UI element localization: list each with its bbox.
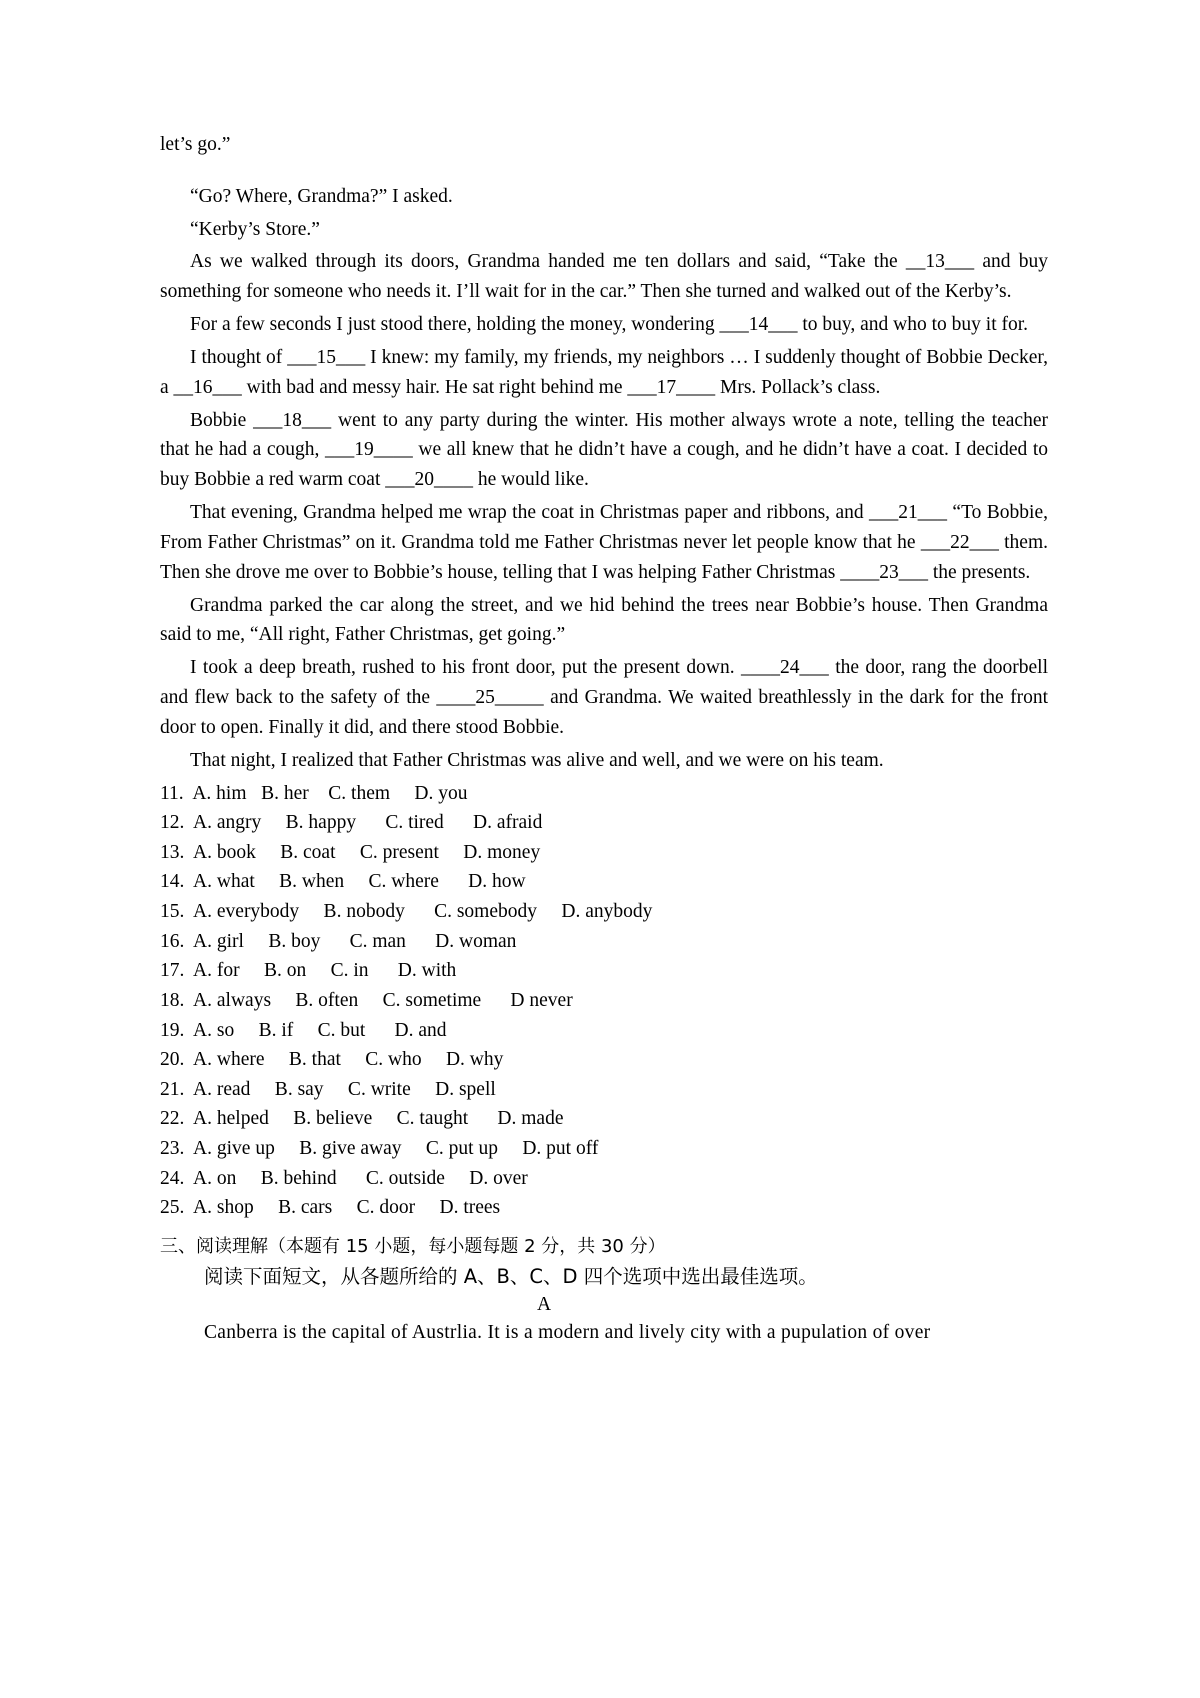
- question-option-25: 25. A. shop B. cars C. door D. trees: [160, 1197, 501, 1219]
- paragraph-8: Grandma parked the car along the street, and we hid behind the trees near Bobbie’s house. Then Grandma said to me, “All right, Father Christmas, get going.”: [160, 594, 1048, 646]
- passage-first-line: Canberra is the capital of Austrlia. It is a modern and lively city with a pupulation of over: [204, 1322, 931, 1344]
- question-option-20: 20. A. where B. that C. who D. why: [160, 1049, 504, 1071]
- paragraph-4: For a few seconds I just stood there, holding the money, wondering ___14___ to buy, and who to buy it for.: [190, 314, 1029, 336]
- paragraph-9: I took a deep breath, rushed to his front door, put the present down. ____24___ the door, rang the doorbell and flew back to the safety of the ____25_____ and Grandma. We waited breathlessly in the dark for the front door to open. Finally it did, and there stood Bobbie.: [160, 657, 1048, 738]
- paragraph-10: That night, I realized that Father Christmas was alive and well, and we were on his team.: [190, 749, 884, 771]
- paragraph-7: That evening, Grandma helped me wrap the coat in Christmas paper and ribbons, and ___21___ “To Bobbie, From Father Christmas” on it. Grandma told me Father Christmas never let people know that he ___22___ them. Then she drove me over to Bobbie’s house, telling that I was helping Father Christmas ____23___ the presents.: [160, 502, 1048, 583]
- question-option-18: 18. A. always B. often C. sometime D never: [160, 989, 573, 1011]
- paragraph-5: I thought of ___15___ I knew: my family, my friends, my neighbors … I suddenly thought of Bobbie Decker, a __16___ with bad and messy hair. He sat right behind me ___17____ Mrs. Pollack’s class.: [160, 346, 1048, 398]
- question-option-16: 16. A. girl B. boy C. man D. woman: [160, 930, 517, 952]
- question-option-11: 11. A. him B. her C. them D. you: [160, 782, 468, 804]
- question-option-22: 22. A. helped B. believe C. taught D. made: [160, 1108, 564, 1130]
- question-option-23: 23. A. give up B. give away C. put up D. put off: [160, 1138, 599, 1160]
- question-option-24: 24. A. on B. behind C. outside D. over: [160, 1167, 528, 1189]
- section-heading: 三、阅读理解（本题有 15 小题，每小题每题 2 分，共 30 分）: [160, 1235, 666, 1257]
- question-option-21: 21. A. read B. say C. write D. spell: [160, 1078, 496, 1100]
- question-option-12: 12. A. angry B. happy C. tired D. afraid: [160, 812, 543, 834]
- question-option-19: 19. A. so B. if C. but D. and: [160, 1019, 447, 1041]
- passage-letter: A: [536, 1294, 552, 1316]
- continued-line: let’s go.”: [160, 134, 231, 155]
- paragraph-6: Bobbie ___18___ went to any party during the winter. His mother always wrote a note, telling the teacher that he had a cough, ___19____ we all knew that he didn’t have a cough, and he didn’t have a coat. I decided to buy Bobbie a red warm coat ___20____ he would like.: [160, 409, 1048, 491]
- question-option-17: 17. A. for B. on C. in D. with: [160, 960, 457, 982]
- section-instruction: 阅读下面短文，从各题所给的 A、B、C、D 四个选项中选出最佳选项。: [204, 1264, 818, 1288]
- paragraph-3: As we walked through its doors, Grandma handed me ten dollars and said, “Take the __13___ and buy something for someone who needs it. I’ll wait for in the car.” Then she turned and walked out of the Kerby’s.: [160, 251, 1048, 303]
- question-option-15: 15. A. everybody B. nobody C. somebody D. anybody: [160, 901, 653, 923]
- question-option-14: 14. A. what B. when C. where D. how: [160, 871, 526, 893]
- paragraph-1: “Go? Where, Grandma?” I asked.: [190, 185, 453, 207]
- paragraph-2: “Kerby’s Store.”: [190, 218, 320, 240]
- question-option-13: 13. A. book B. coat C. present D. money: [160, 841, 541, 863]
